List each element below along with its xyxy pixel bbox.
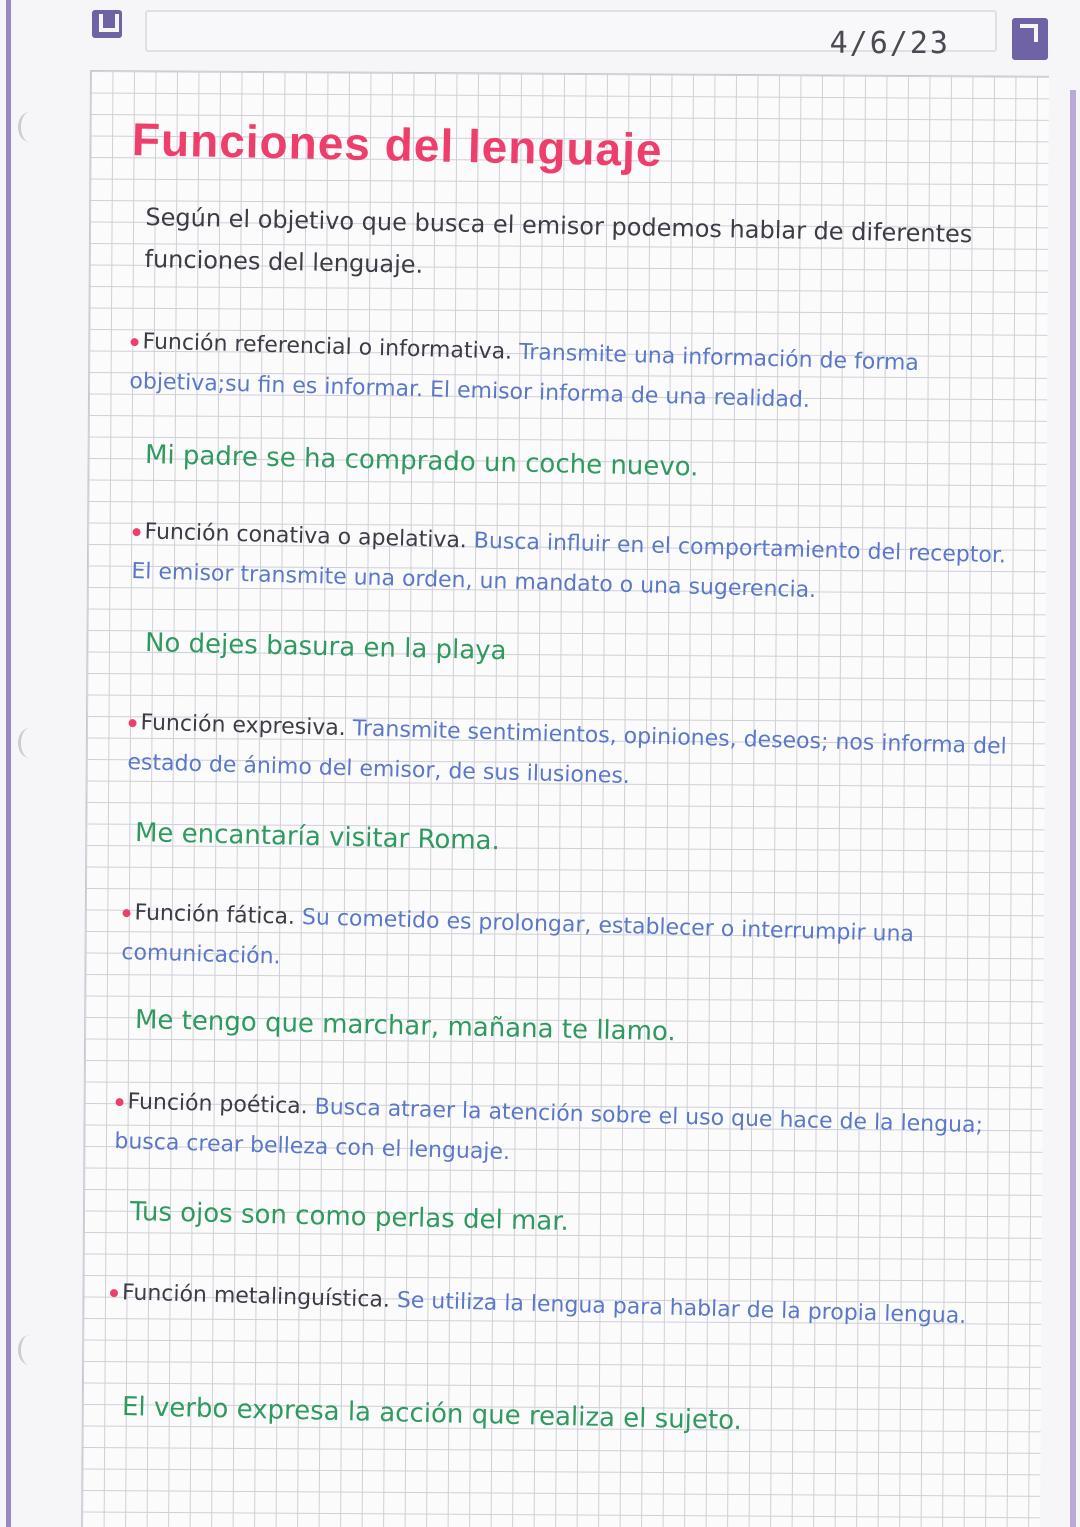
function-name: Función metalinguística. <box>121 1280 391 1313</box>
function-example: Me encantaría visitar Roma. <box>134 818 501 857</box>
function-description: Busca influir en el comportamiento del receptor. El emisor transmite una orden, un mandato o una sugerencia. <box>131 528 1007 604</box>
function-name: Función referencial o informativa. <box>142 329 513 365</box>
function-name: Función expresiva. <box>140 710 347 742</box>
function-example: Tus ojos son como perlas del mar. <box>129 1197 570 1237</box>
function-item <box>121 893 1013 998</box>
function-description: Busca atraer la atención sobre el uso que hace de la lengua; busca crear belleza con el lenguaje. <box>114 1094 984 1166</box>
bullet-icon <box>110 1289 118 1297</box>
function-item <box>131 512 1023 617</box>
function-description: Se utiliza la lengua para hablar de la propia lengua. <box>396 1288 967 1329</box>
function-example: Me tengo que marchar, mañana te llamo. <box>134 1005 677 1048</box>
function-description: Transmite una información de forma objetiva;su fin es informar. El emisor informa de una realidad. <box>129 339 920 413</box>
function-example: El verbo expresa la acción que realiza el sujeto. <box>121 1392 743 1437</box>
page-title: Funciones del lenguaje <box>131 113 664 177</box>
function-item <box>127 703 1019 808</box>
bullet-icon <box>128 719 136 727</box>
function-name: Función conativa o apelativa. <box>144 519 468 554</box>
intro-paragraph: Según el objetivo que busca el emisor podemos hablar de diferentes funciones del lenguaje. <box>144 203 973 279</box>
bullet-icon <box>115 1098 123 1106</box>
function-item <box>114 1082 1006 1187</box>
bullet-icon <box>132 528 140 536</box>
function-name: Función fática. <box>134 900 296 930</box>
bullet-icon <box>122 909 130 917</box>
function-example: No dejes basura en la playa <box>144 628 507 667</box>
page-date: 4/6/23 <box>829 26 950 61</box>
function-item <box>129 322 1021 427</box>
function-item <box>109 1273 1000 1338</box>
function-example: Mi padre se ha comprado un coche nuevo. <box>144 440 699 483</box>
function-description: Transmite sentimientos, opiniones, deseos; nos informa del estado de ánimo del emisor, de sus ilusiones. <box>127 716 1008 790</box>
bullet-icon <box>130 338 138 346</box>
function-description: Su cometido es prolongar, establecer o interrumpir una comunicación. <box>121 905 915 970</box>
function-name: Función poética. <box>127 1089 309 1120</box>
